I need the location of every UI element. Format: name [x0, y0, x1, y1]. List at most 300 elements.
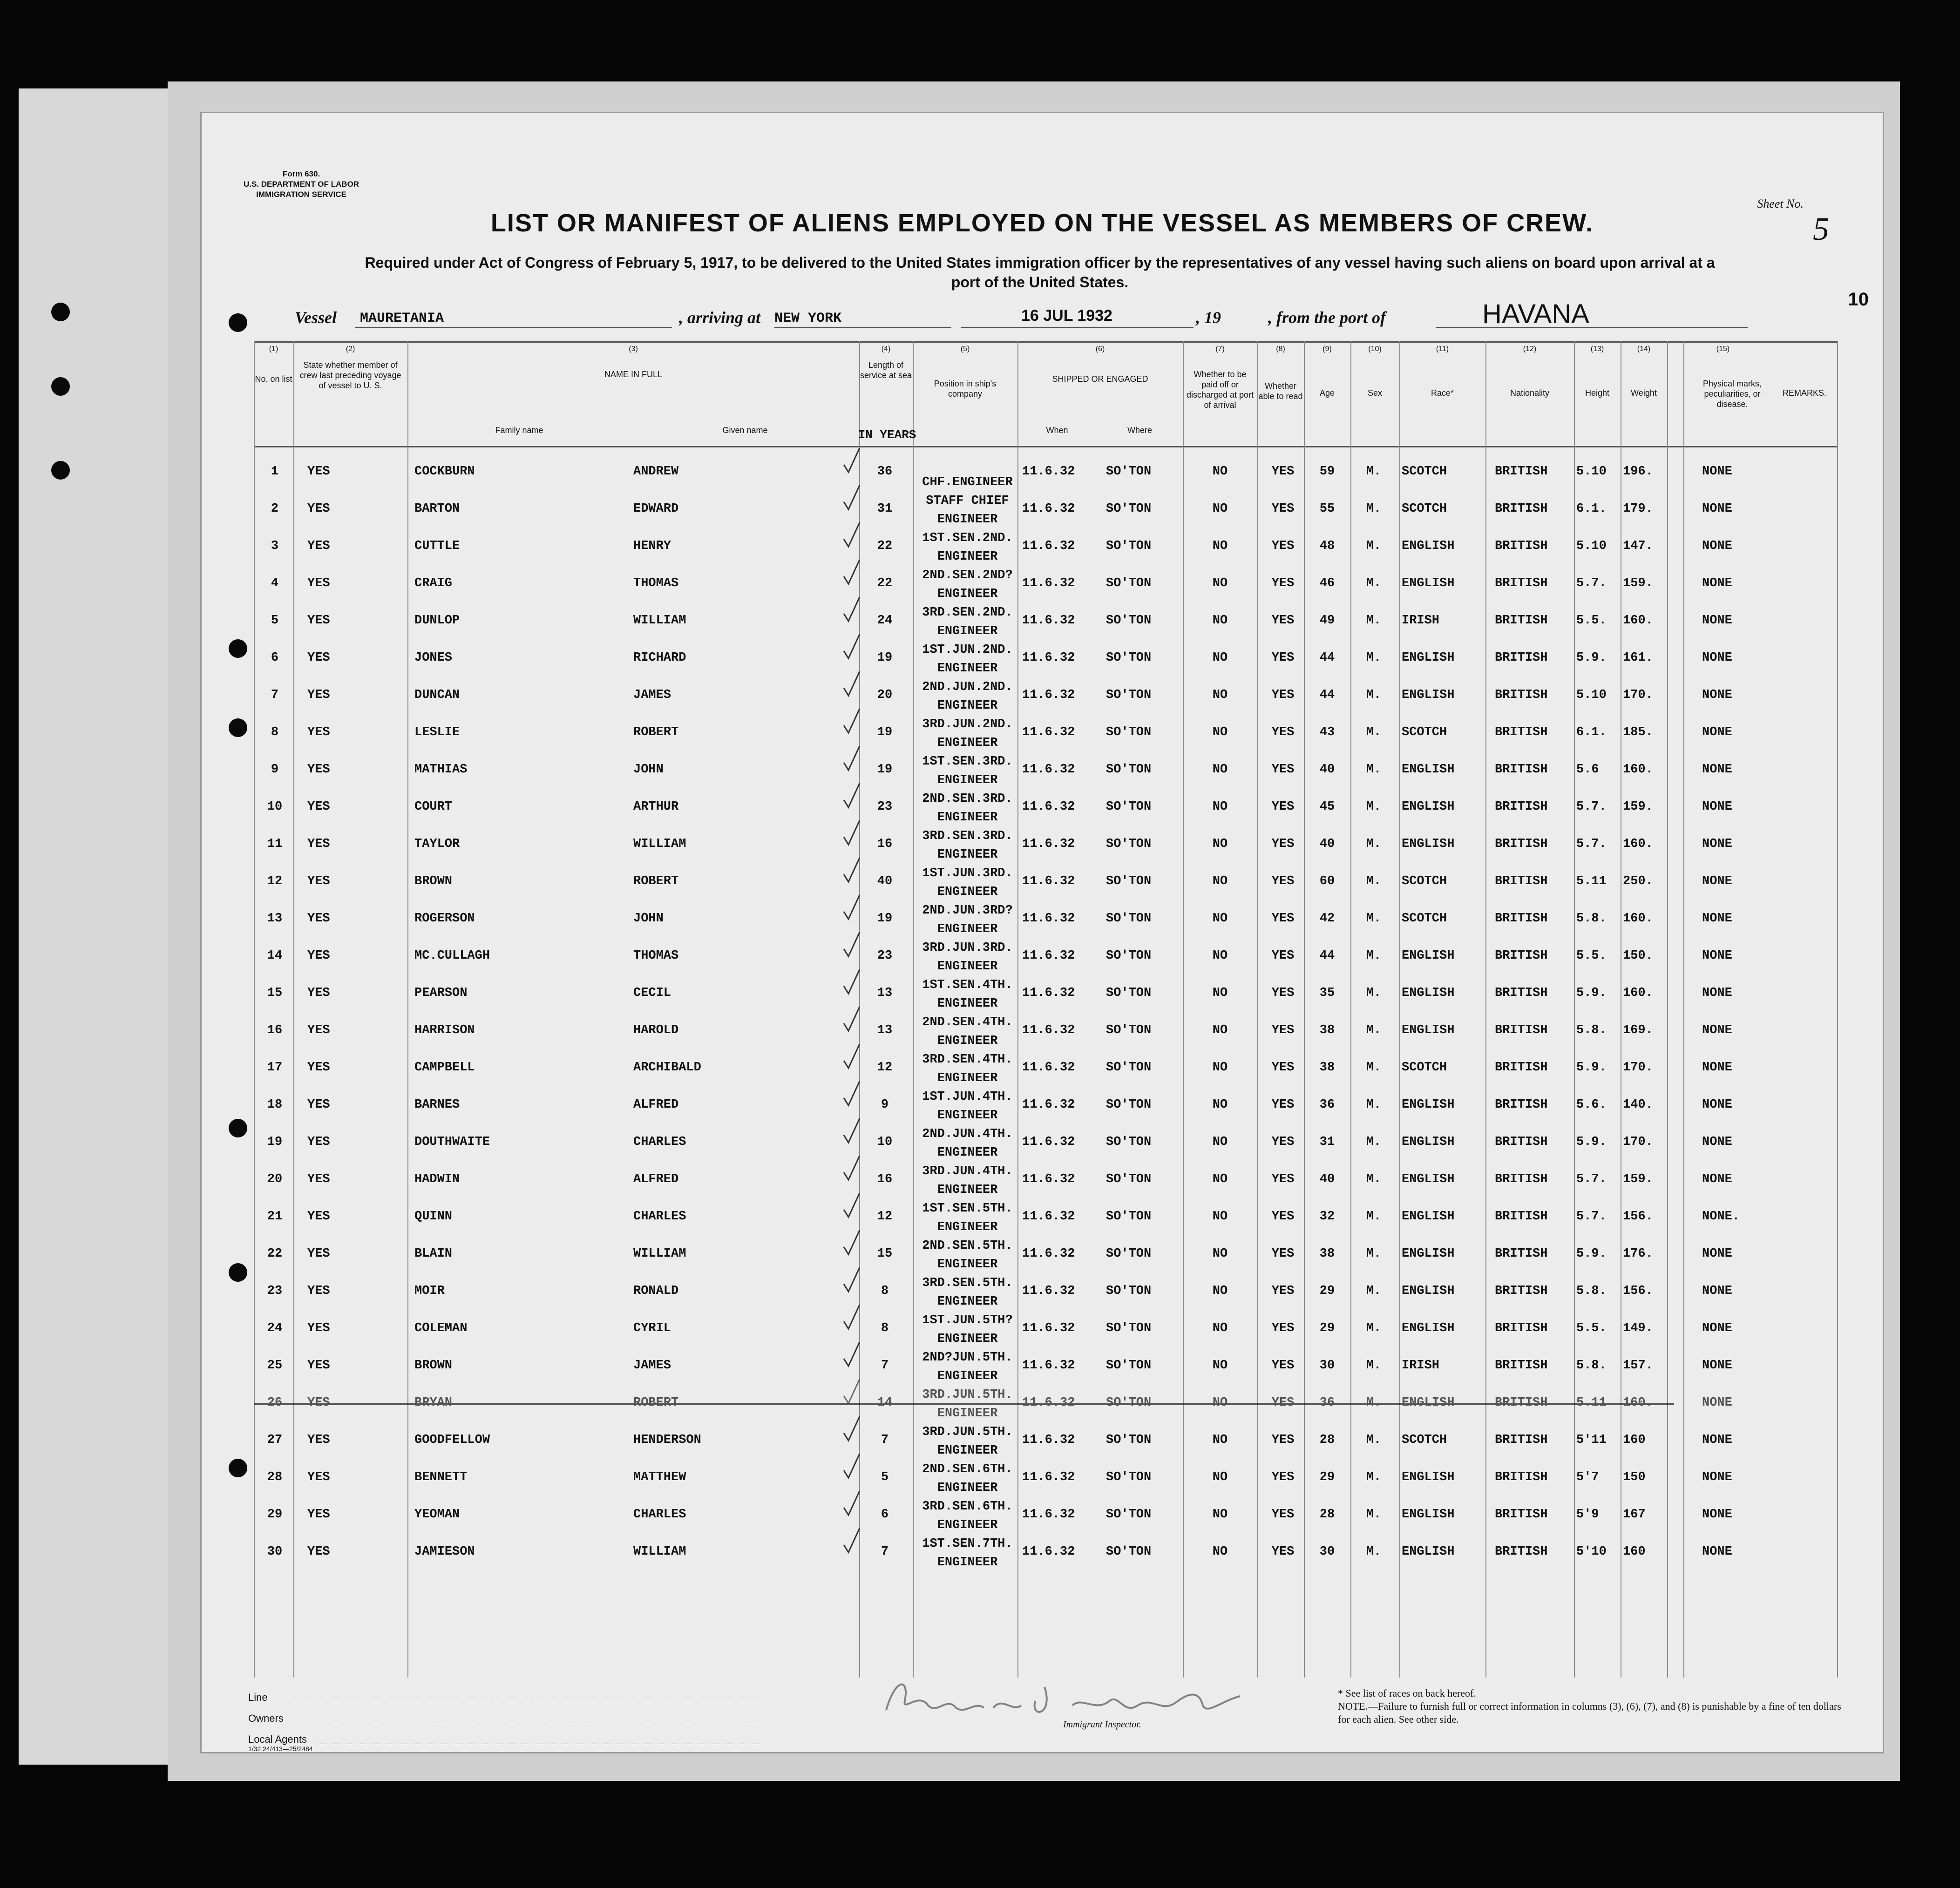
cell-prev: YES: [307, 725, 330, 739]
year-label: , 19: [1196, 308, 1221, 327]
table-row: [254, 829, 1837, 874]
cell-marks: NONE: [1702, 465, 1732, 479]
cell-family: TAYLOR: [414, 837, 460, 851]
cell-height: 5.11: [1576, 874, 1607, 888]
cell-position: [913, 939, 1022, 976]
cell-where: SO'TON: [1106, 1172, 1152, 1186]
cell-sex: M.: [1366, 465, 1382, 479]
check-mark-icon: [843, 1414, 861, 1442]
cell-position: [913, 901, 1022, 939]
cell-no: 8: [271, 725, 279, 739]
cell-family: BROWN: [414, 874, 453, 888]
from-port: HAVANA: [1482, 299, 1589, 329]
cell-prev: YES: [307, 614, 330, 628]
cell-paid: NO: [1212, 1508, 1228, 1522]
col-header-name: NAME IN FULL: [604, 370, 663, 379]
cell-given: ALFRED: [633, 1098, 679, 1112]
check-mark-icon: [843, 1265, 861, 1293]
cell-read: YES: [1271, 614, 1295, 628]
cell-given: ROBERT: [633, 725, 679, 739]
cell-age: 29: [1319, 1284, 1335, 1298]
cell-position-line2: ENGINEER: [937, 736, 998, 750]
cell-height: 6.1.: [1576, 725, 1607, 739]
cell-height: 5.9.: [1576, 1247, 1607, 1261]
check-mark-icon: [843, 1340, 861, 1368]
cell-prev: YES: [307, 465, 330, 479]
cell-position-line2: ENGINEER: [937, 1481, 998, 1495]
cell-family: HADWIN: [414, 1172, 460, 1186]
check-mark-icon: [843, 819, 861, 846]
cell-position: [913, 454, 1022, 492]
cell-family: BARNES: [414, 1098, 460, 1112]
table-row: [254, 755, 1837, 800]
binder-hole: [51, 461, 70, 480]
cell-age: 42: [1319, 912, 1335, 926]
cell-read: YES: [1271, 1172, 1295, 1186]
cell-sex: M.: [1366, 837, 1382, 851]
owners-label: Owners: [248, 1712, 284, 1724]
cell-race: ENGLISH: [1402, 1210, 1455, 1224]
sheet-label: Sheet No.: [1757, 197, 1804, 210]
table-row: [254, 606, 1837, 651]
local-agents-label: Local Agents: [248, 1733, 307, 1745]
cell-years: 16: [877, 837, 893, 851]
cell-prev: YES: [307, 874, 330, 888]
cell-position: [913, 1199, 1022, 1237]
cell-weight: 185.: [1623, 725, 1653, 739]
cell-where: SO'TON: [1106, 837, 1152, 851]
cell-paid: NO: [1212, 874, 1228, 888]
cell-race: ENGLISH: [1402, 800, 1455, 814]
cell-family: BARTON: [414, 502, 460, 516]
cell-read: YES: [1271, 912, 1295, 926]
col-header-when: When: [1046, 426, 1068, 435]
cell-age: 40: [1319, 1172, 1335, 1186]
cell-position-line2: ENGINEER: [937, 624, 998, 638]
cell-no: 14: [267, 949, 283, 963]
cell-sex: M.: [1366, 1284, 1382, 1298]
cell-when: 11.6.32: [1022, 949, 1075, 963]
cell-age: 44: [1319, 688, 1335, 702]
cell-height: 5'10: [1576, 1545, 1607, 1559]
cell-race: ENGLISH: [1402, 651, 1455, 665]
cell-when: 11.6.32: [1022, 1172, 1075, 1186]
cell-prev: YES: [307, 1284, 330, 1298]
cell-sex: M.: [1366, 912, 1382, 926]
cell-prev: YES: [307, 1061, 330, 1075]
cell-when: 11.6.32: [1022, 800, 1075, 814]
cell-age: 44: [1319, 949, 1335, 963]
cell-prev: YES: [307, 949, 330, 963]
cell-given: WILLIAM: [633, 837, 686, 851]
cell-position-line2: ENGINEER: [937, 811, 998, 825]
cell-where: SO'TON: [1106, 539, 1152, 553]
cell-sex: M.: [1366, 1098, 1382, 1112]
cell-position-line2: ENGINEER: [937, 960, 998, 974]
cell-family: COLEMAN: [414, 1321, 468, 1335]
cell-sex: M.: [1366, 651, 1382, 665]
cell-nat: BRITISH: [1495, 539, 1548, 553]
cell-when: 11.6.32: [1022, 1321, 1075, 1335]
cell-family: MC.CULLAGH: [414, 949, 490, 963]
table-row: [254, 1425, 1837, 1470]
cell-nat: BRITISH: [1495, 1135, 1548, 1149]
cell-weight: 250.: [1623, 874, 1653, 888]
cell-paid: NO: [1212, 725, 1228, 739]
cell-age: 36: [1319, 1396, 1335, 1410]
cell-position-line2: ENGINEER: [937, 1444, 998, 1458]
cell-weight: 167: [1623, 1508, 1646, 1522]
check-mark-icon: [843, 930, 861, 958]
cell-read: YES: [1271, 1210, 1295, 1224]
cell-paid: NO: [1212, 1098, 1228, 1112]
col-num-1: (1): [269, 345, 278, 353]
cell-position-line1: 3RD.JUN.5TH.: [922, 1388, 1013, 1402]
cell-where: SO'TON: [1106, 1135, 1152, 1149]
cell-position-line2: CHF.ENGINEER: [922, 475, 1013, 489]
cell-where: SO'TON: [1106, 1321, 1152, 1335]
cell-height: 5.5.: [1576, 949, 1607, 963]
cell-family: PEARSON: [414, 986, 468, 1000]
cell-position-line1: 2ND.JUN.3RD?: [922, 904, 1013, 918]
check-mark-icon: [843, 1452, 861, 1480]
cell-where: SO'TON: [1106, 1359, 1152, 1373]
cell-years: 7: [881, 1359, 889, 1373]
page-subtitle: Required under Act of Congress of February 5, 1917, to be delivered to the United States immigration officer by the representatives of any vessel having such aliens on board upon arrival at a port of the United States.: [365, 254, 1715, 291]
cell-position: [913, 715, 1022, 752]
cell-family: BRYAN: [414, 1396, 453, 1410]
cell-prev: YES: [307, 1321, 330, 1335]
cell-nat: BRITISH: [1495, 763, 1548, 777]
cell-age: 55: [1319, 502, 1335, 516]
cell-position-line2: ENGINEER: [937, 1071, 998, 1085]
cell-no: 17: [267, 1061, 283, 1075]
cell-prev: YES: [307, 1470, 330, 1484]
cell-no: 1: [271, 465, 279, 479]
cell-position-line1: [913, 454, 1022, 473]
cell-nat: BRITISH: [1495, 1470, 1548, 1484]
cell-given: MATTHEW: [633, 1470, 686, 1484]
cell-weight: 160.: [1623, 912, 1653, 926]
cell-sex: M.: [1366, 1321, 1382, 1335]
cell-position-line1: 2ND.SEN.4TH.: [922, 1015, 1013, 1029]
cell-position-line1: 2ND.SEN.3RD.: [922, 792, 1013, 806]
cell-height: 5.10: [1576, 539, 1607, 553]
strikethrough-line: [254, 1403, 1674, 1405]
cell-position: [913, 1050, 1022, 1088]
races-note: * See list of races on back hereof.: [1338, 1687, 1476, 1699]
cell-family: YEOMAN: [414, 1508, 460, 1522]
cell-read: YES: [1271, 502, 1295, 516]
cell-no: 22: [267, 1247, 283, 1261]
col-num-7: (7): [1215, 345, 1225, 353]
cell-given: CYRIL: [633, 1321, 671, 1335]
cell-weight: 147.: [1623, 539, 1653, 553]
cell-nat: BRITISH: [1495, 1172, 1548, 1186]
cell-position-line1: 1ST.SEN.5TH.: [922, 1202, 1013, 1216]
cell-years: 13: [877, 1023, 893, 1037]
cell-marks: NONE: [1702, 1321, 1732, 1335]
cell-given: RONALD: [633, 1284, 679, 1298]
cell-race: ENGLISH: [1402, 1321, 1455, 1335]
col-header-position: Position in ship's company: [934, 379, 997, 399]
cell-nat: BRITISH: [1495, 1247, 1548, 1261]
cell-marks: NONE: [1702, 763, 1732, 777]
col-num-8: (8): [1276, 345, 1285, 353]
cell-weight: 160: [1623, 1545, 1646, 1559]
cell-prev: YES: [307, 1210, 330, 1224]
inspector-label: Immigrant Inspector.: [1063, 1719, 1141, 1730]
cell-when: 11.6.32: [1022, 1061, 1075, 1075]
cell-prev: YES: [307, 1135, 330, 1149]
cell-no: 5: [271, 614, 279, 628]
cell-nat: BRITISH: [1495, 1023, 1548, 1037]
cell-height: 5.11: [1576, 1396, 1607, 1410]
punch-hole: [229, 639, 247, 658]
cell-position-line1: 3RD.SEN.2ND.: [922, 606, 1013, 620]
cell-position-line1: 3RD.SEN.4TH.: [922, 1053, 1013, 1067]
cell-position-line1: 3RD.SEN.5TH.: [922, 1276, 1013, 1290]
cell-nat: BRITISH: [1495, 912, 1548, 926]
cell-family: QUINN: [414, 1210, 453, 1224]
cell-paid: NO: [1212, 465, 1228, 479]
cell-age: 59: [1319, 465, 1335, 479]
check-mark-icon: [843, 893, 861, 921]
cell-marks: NONE: [1702, 1023, 1732, 1037]
cell-paid: NO: [1212, 688, 1228, 702]
table-row: [254, 1388, 1837, 1433]
col-num-11: (11): [1436, 345, 1449, 353]
cell-prev: YES: [307, 1172, 330, 1186]
cell-given: HENRY: [633, 539, 671, 553]
cell-paid: NO: [1212, 1061, 1228, 1075]
cell-read: YES: [1271, 1023, 1295, 1037]
from-label: , from the port of: [1268, 308, 1386, 327]
cell-when: 11.6.32: [1022, 763, 1075, 777]
cell-family: HARRISON: [414, 1023, 475, 1037]
cell-prev: YES: [307, 1396, 330, 1410]
cell-height: 6.1.: [1576, 502, 1607, 516]
cell-when: 11.6.32: [1022, 539, 1075, 553]
table-row: [254, 1239, 1837, 1284]
cell-weight: 159.: [1623, 800, 1653, 814]
col-num-15: (15): [1716, 345, 1730, 353]
cell-race: ENGLISH: [1402, 1172, 1455, 1186]
check-mark-icon: [843, 1117, 861, 1144]
cell-position: [913, 790, 1022, 827]
cell-age: 28: [1319, 1433, 1335, 1447]
cell-nat: BRITISH: [1495, 800, 1548, 814]
service: IMMIGRATION SERVICE: [256, 190, 347, 199]
cell-weight: 170.: [1623, 1061, 1653, 1075]
cell-race: ENGLISH: [1402, 949, 1455, 963]
footer: [202, 1687, 1883, 1752]
arriving-label: , arriving at: [679, 308, 761, 327]
cell-marks: NONE: [1702, 725, 1732, 739]
col-header-race: Race*: [1431, 388, 1454, 398]
table-row: [254, 1015, 1837, 1061]
cell-given: CECIL: [633, 986, 671, 1000]
cell-age: 31: [1319, 1135, 1335, 1149]
cell-position-line2: ENGINEER: [937, 513, 998, 527]
cell-years: 22: [877, 539, 893, 553]
check-mark-icon: [843, 1228, 861, 1256]
cell-paid: NO: [1212, 837, 1228, 851]
cell-paid: NO: [1212, 1545, 1228, 1559]
cell-height: 5'11: [1576, 1433, 1607, 1447]
cell-age: 38: [1319, 1247, 1335, 1261]
cell-height: 5.8.: [1576, 1359, 1607, 1373]
cell-sex: M.: [1366, 1396, 1382, 1410]
cell-no: 2: [271, 502, 279, 516]
cell-no: 10: [267, 800, 283, 814]
col-num-14: (14): [1637, 345, 1651, 353]
cell-prev: YES: [307, 1023, 330, 1037]
cell-paid: NO: [1212, 986, 1228, 1000]
cell-sex: M.: [1366, 539, 1382, 553]
cell-height: 5.9.: [1576, 986, 1607, 1000]
cell-nat: BRITISH: [1495, 1321, 1548, 1335]
cell-years: 12: [877, 1210, 893, 1224]
cell-where: SO'TON: [1106, 725, 1152, 739]
cell-given: CHARLES: [633, 1508, 686, 1522]
cell-family: DUNCAN: [414, 688, 460, 702]
cell-paid: NO: [1212, 1470, 1228, 1484]
cell-marks: NONE: [1702, 539, 1732, 553]
cell-where: SO'TON: [1106, 763, 1152, 777]
cell-position-line1: STAFF CHIEF: [926, 494, 1009, 508]
cell-where: SO'TON: [1106, 502, 1152, 516]
cell-position-line2: ENGINEER: [937, 1369, 998, 1383]
cell-position-line2: ENGINEER: [937, 997, 998, 1011]
check-mark-icon: [843, 446, 861, 474]
check-mark-icon: [843, 1079, 861, 1107]
cell-given: JOHN: [633, 912, 664, 926]
cell-read: YES: [1271, 1061, 1295, 1075]
page-stamp: 10: [1848, 289, 1869, 310]
punch-hole: [229, 1263, 247, 1282]
table-row: [254, 792, 1837, 837]
check-mark-icon: [843, 1489, 861, 1517]
cell-given: ROBERT: [633, 1396, 679, 1410]
cell-race: ENGLISH: [1402, 986, 1455, 1000]
col-header-read: Whether able to read: [1258, 381, 1303, 401]
cell-no: 11: [267, 837, 283, 851]
cell-position: [913, 1311, 1022, 1348]
cell-given: ARTHUR: [633, 800, 679, 814]
cell-age: 46: [1319, 576, 1335, 590]
cell-where: SO'TON: [1106, 1247, 1152, 1261]
cell-weight: 179.: [1623, 502, 1653, 516]
cell-position-line1: 3RD.SEN.6TH.: [922, 1500, 1013, 1514]
col-header-nationality: Nationality: [1510, 388, 1550, 398]
cell-years: 31: [877, 502, 893, 516]
col-num-4: (4): [881, 345, 891, 353]
col-header-remarks: REMARKS.: [1782, 388, 1827, 398]
cell-height: 5.7.: [1576, 1172, 1607, 1186]
cell-prev: YES: [307, 1359, 330, 1373]
cell-race: ENGLISH: [1402, 688, 1455, 702]
cell-nat: BRITISH: [1495, 688, 1548, 702]
table-row: [254, 978, 1837, 1023]
cell-race: ENGLISH: [1402, 1284, 1455, 1298]
cell-paid: NO: [1212, 651, 1228, 665]
cell-where: SO'TON: [1106, 1210, 1152, 1224]
punch-hole: [229, 1459, 247, 1477]
cell-where: SO'TON: [1106, 1508, 1152, 1522]
arriving-port: NEW YORK: [774, 311, 842, 326]
binder-hole: [51, 303, 70, 321]
cell-paid: NO: [1212, 912, 1228, 926]
cell-nat: BRITISH: [1495, 1098, 1548, 1112]
cell-nat: BRITISH: [1495, 651, 1548, 665]
cell-when: 11.6.32: [1022, 502, 1075, 516]
cell-sex: M.: [1366, 725, 1382, 739]
line-label: Line: [248, 1692, 268, 1703]
cell-given: THOMAS: [633, 949, 679, 963]
cell-paid: NO: [1212, 576, 1228, 590]
cell-no: 7: [271, 688, 279, 702]
cell-marks: NONE: [1702, 1284, 1732, 1298]
cell-race: IRISH: [1402, 1359, 1440, 1373]
cell-marks: NONE: [1702, 651, 1732, 665]
col-num-3: (3): [629, 345, 638, 353]
cell-position-line2: ENGINEER: [937, 1407, 998, 1421]
cell-marks: NONE: [1702, 1396, 1732, 1410]
cell-given: WILLIAM: [633, 614, 686, 628]
cell-read: YES: [1271, 725, 1295, 739]
cell-no: 20: [267, 1172, 283, 1186]
col-num-10: (10): [1368, 345, 1382, 353]
cell-years: 19: [877, 651, 893, 665]
cell-age: 45: [1319, 800, 1335, 814]
cell-position-line2: ENGINEER: [937, 1146, 998, 1160]
cell-height: 5.8.: [1576, 1284, 1607, 1298]
manifest-page: [200, 112, 1884, 1753]
cell-age: 40: [1319, 763, 1335, 777]
cell-given: JAMES: [633, 1359, 671, 1373]
cell-position-line2: ENGINEER: [937, 1556, 998, 1570]
cell-height: 5.9.: [1576, 651, 1607, 665]
cell-position: [913, 1348, 1022, 1386]
cell-nat: BRITISH: [1495, 1545, 1548, 1559]
cell-nat: BRITISH: [1495, 1210, 1548, 1224]
cell-weight: 156.: [1623, 1284, 1653, 1298]
cell-prev: YES: [307, 1098, 330, 1112]
cell-position: [913, 1013, 1022, 1050]
cell-years: 6: [881, 1508, 889, 1522]
cell-years: 13: [877, 986, 893, 1000]
cell-position: [913, 976, 1022, 1013]
check-mark-icon: [843, 707, 861, 735]
cell-race: ENGLISH: [1402, 1135, 1455, 1149]
cell-given: CHARLES: [633, 1210, 686, 1224]
cell-position-line1: 3RD.JUN.4TH.: [922, 1164, 1013, 1178]
cell-race: ENGLISH: [1402, 1023, 1455, 1037]
cell-given: CHARLES: [633, 1135, 686, 1149]
cell-no: 4: [271, 576, 279, 590]
cell-prev: YES: [307, 837, 330, 851]
cell-prev: YES: [307, 576, 330, 590]
cell-given: HAROLD: [633, 1023, 679, 1037]
cell-marks: NONE: [1702, 1098, 1732, 1112]
cell-where: SO'TON: [1106, 465, 1152, 479]
cell-nat: BRITISH: [1495, 576, 1548, 590]
cell-read: YES: [1271, 800, 1295, 814]
cell-marks: NONE: [1702, 502, 1732, 516]
cell-where: SO'TON: [1106, 1433, 1152, 1447]
check-mark-icon: [843, 521, 861, 548]
